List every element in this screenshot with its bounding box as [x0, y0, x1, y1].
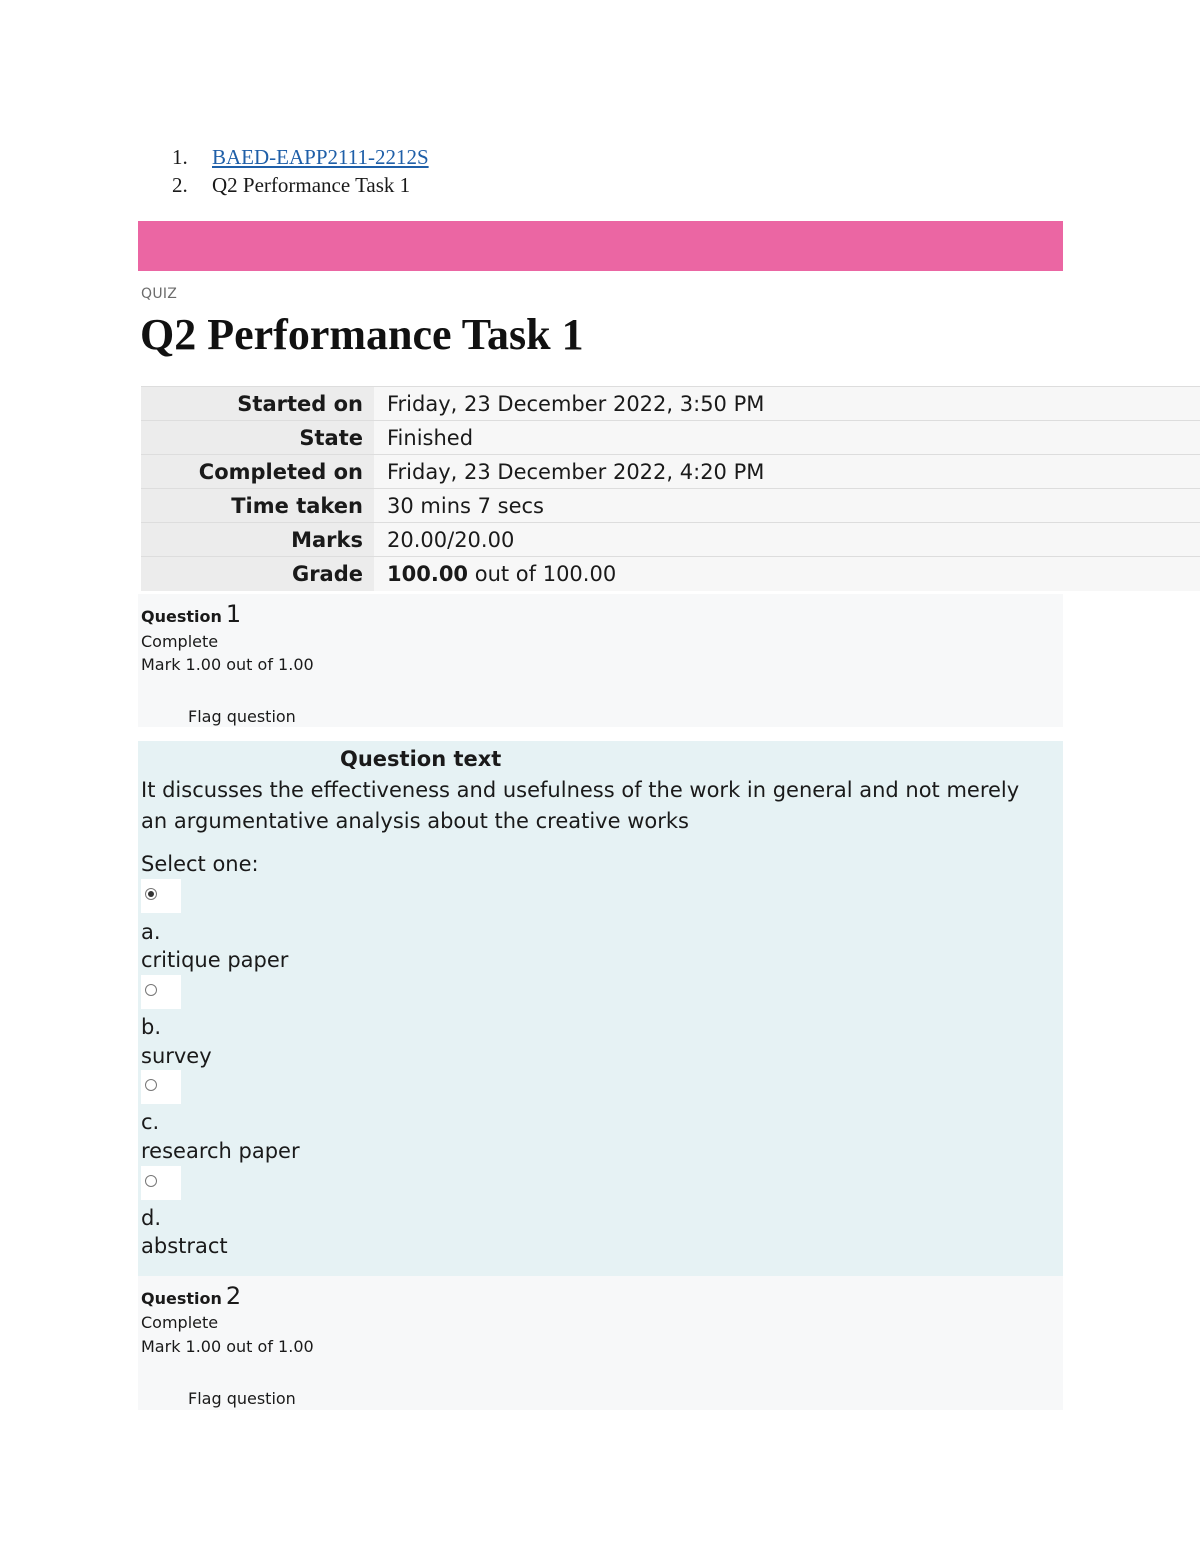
question-content-panel: [138, 741, 1063, 1276]
summary-row-started: [141, 387, 1200, 421]
summary-label: Grade: [141, 557, 374, 591]
breadcrumb-number: 1.: [172, 145, 188, 169]
radio-unselected-icon: [145, 1175, 157, 1187]
flag-question-link[interactable]: Flag question: [188, 707, 296, 726]
summary-row-time-taken: [141, 489, 1200, 523]
grade-score: 100.00: [387, 561, 469, 586]
question-title: [141, 1282, 241, 1310]
summary-label: Completed on: [141, 455, 374, 489]
grade-out-of: out of 100.00: [468, 561, 617, 586]
question-info-panel: [138, 1276, 1063, 1410]
summary-row-completed: [141, 455, 1200, 489]
summary-value: 30 mins 7 secs: [374, 489, 1200, 523]
question-number: 2: [225, 1282, 242, 1310]
summary-value: [374, 557, 1200, 591]
header-banner: [138, 221, 1063, 271]
question-label: Question: [141, 607, 222, 626]
summary-label: Time taken: [141, 489, 374, 523]
question-grade: Mark 1.00 out of 1.00: [141, 655, 314, 674]
summary-label: Marks: [141, 523, 374, 557]
question-info-panel: [138, 594, 1063, 727]
answer-option-c-radio[interactable]: [141, 1070, 181, 1104]
attempt-summary-table: [141, 386, 1200, 591]
question-text: It discusses the effectiveness and usefulness of the work in general and not merely an argumentative analysis about the creative works: [141, 778, 1020, 833]
question-label: Question: [141, 1289, 222, 1308]
flag-question-link[interactable]: Flag question: [188, 1389, 296, 1408]
question-state: Complete: [141, 1313, 219, 1332]
answer-option-letter: c.: [141, 1110, 160, 1134]
question-title: [141, 600, 241, 628]
summary-label: State: [141, 421, 374, 455]
summary-value: Finished: [374, 421, 1200, 455]
summary-value: Friday, 23 December 2022, 3:50 PM: [374, 387, 1200, 421]
radio-selected-icon: [145, 888, 157, 900]
breadcrumb-item: [172, 143, 429, 171]
breadcrumb-number: 2.: [172, 173, 188, 197]
breadcrumb-current: Q2 Performance Task 1: [212, 173, 411, 197]
breadcrumb-course-link[interactable]: BAED-EAPP2111-2212S: [212, 145, 429, 169]
question-text-heading: Question text: [340, 747, 502, 771]
answer-option-a-radio[interactable]: [141, 879, 181, 913]
radio-unselected-icon: [145, 1079, 157, 1091]
answer-option-letter: d.: [141, 1206, 162, 1230]
answer-option-b-radio[interactable]: [141, 975, 181, 1009]
summary-value: 20.00/20.00: [374, 523, 1200, 557]
answer-option-letter: b.: [141, 1015, 162, 1039]
answer-option-d-radio[interactable]: [141, 1166, 181, 1200]
radio-unselected-icon: [145, 984, 157, 996]
breadcrumb: [172, 143, 429, 199]
select-one-prompt: Select one:: [141, 852, 259, 876]
summary-row-grade: [141, 557, 1200, 591]
answer-option-letter: a.: [141, 920, 161, 944]
summary-label: Started on: [141, 387, 374, 421]
answer-option-label[interactable]: abstract: [141, 1234, 228, 1258]
answer-option-label[interactable]: research paper: [141, 1139, 300, 1163]
question-grade: Mark 1.00 out of 1.00: [141, 1337, 314, 1356]
activity-type-label: QUIZ: [141, 286, 178, 302]
summary-value: Friday, 23 December 2022, 4:20 PM: [374, 455, 1200, 489]
summary-row-state: [141, 421, 1200, 455]
answer-option-label[interactable]: critique paper: [141, 948, 289, 972]
breadcrumb-item: [172, 171, 429, 199]
answer-option-label[interactable]: survey: [141, 1044, 212, 1068]
page-title: Q2 Performance Task 1: [140, 310, 584, 359]
question-state: Complete: [141, 632, 219, 651]
question-number: 1: [225, 600, 242, 628]
summary-row-marks: [141, 523, 1200, 557]
